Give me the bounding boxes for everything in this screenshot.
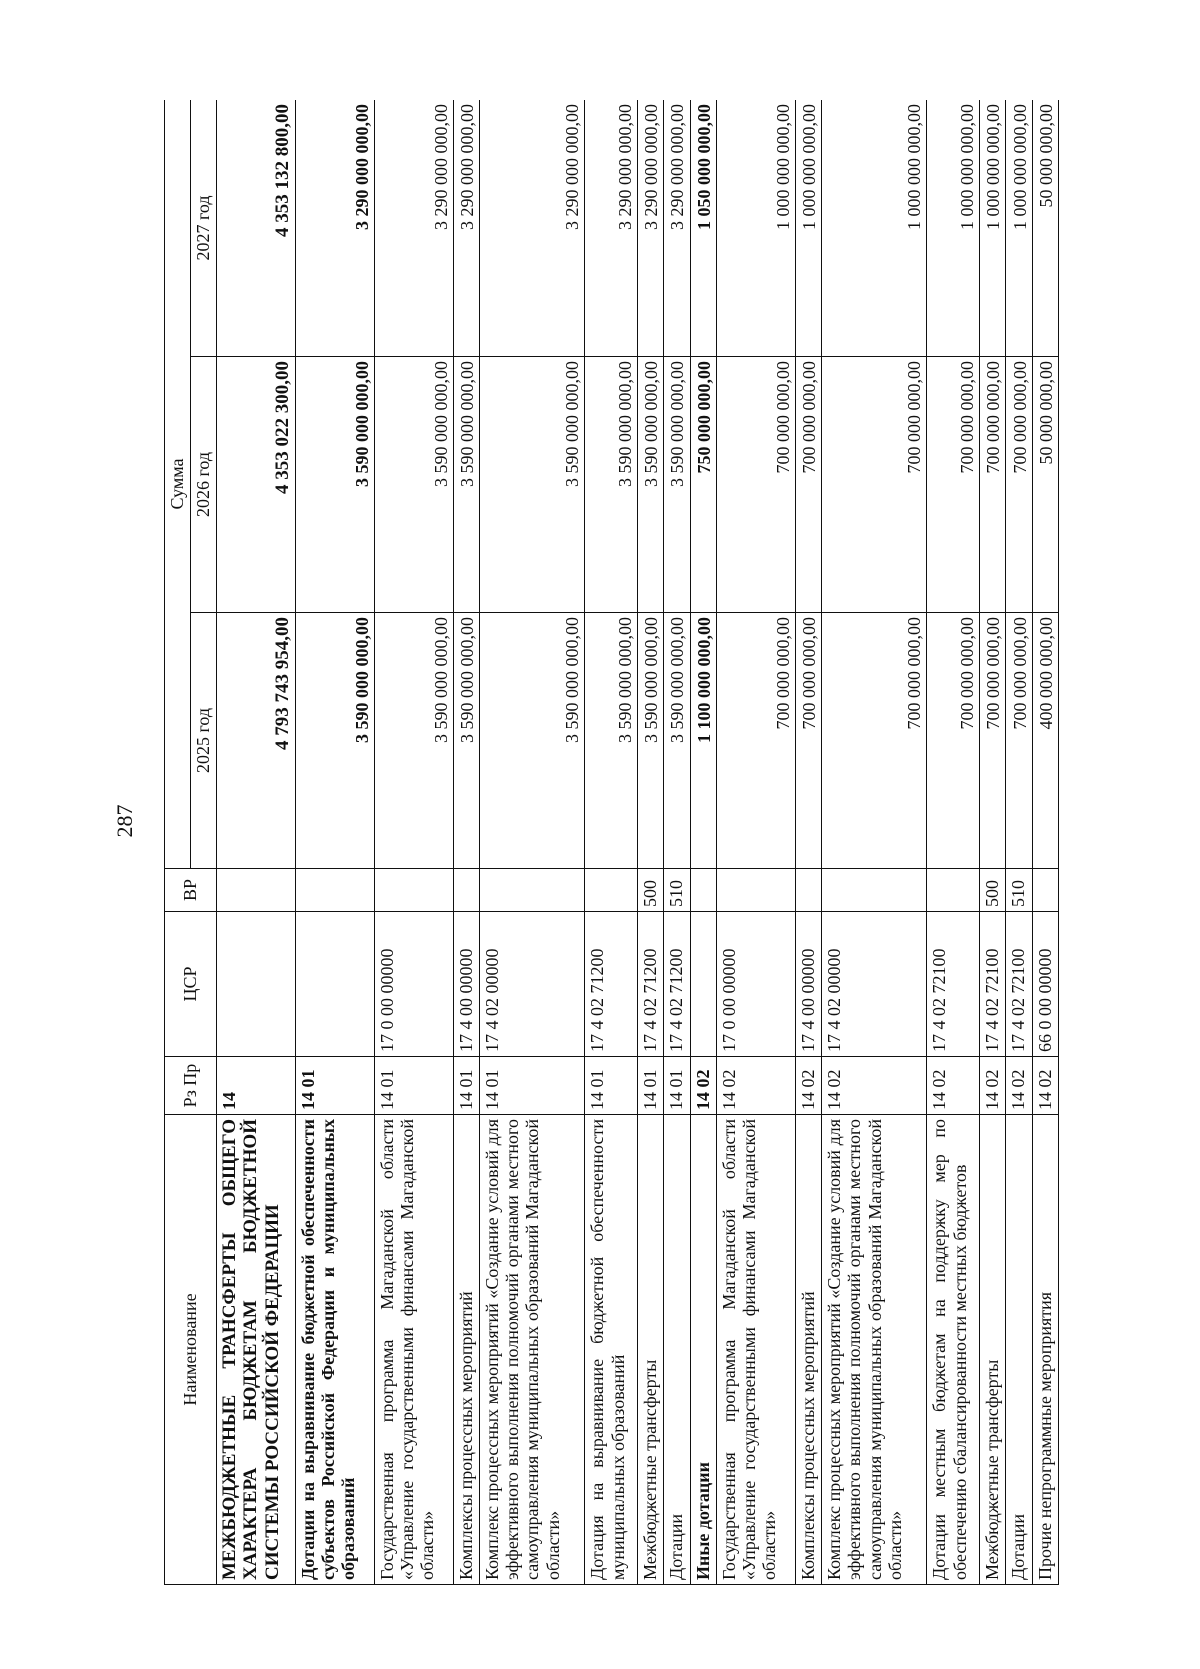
row-name: Межбюджетные трансферты [638,1115,664,1585]
row-rz-pr: 14 02 [795,1057,821,1115]
row-vr: 510 [664,869,690,912]
row-sum-2025: 4 793 743 954,00 [217,613,296,869]
row-sum-2025: 700 000 000,00 [795,613,821,869]
row-name: Государственная программа Магаданской области «Управление государственными финансами Магаданской области» [716,1115,795,1585]
row-csr: 17 0 00 00000 [716,912,795,1057]
row-csr: 17 4 00 00000 [795,912,821,1057]
header-csr: ЦСР [165,912,217,1057]
row-rz-pr: 14 01 [453,1057,479,1115]
row-vr [822,869,927,912]
table-stage [164,100,1059,1585]
row-rz-pr: 14 01 [664,1057,690,1115]
row-vr [295,869,374,912]
row-sum-2027: 50 000 000,00 [1032,100,1058,357]
table-row [980,100,1006,1585]
row-name: Иные дотации [690,1115,716,1585]
row-sum-2027: 3 290 000 000,00 [585,100,638,357]
row-rz-pr: 14 01 [638,1057,664,1115]
row-sum-2026: 700 000 000,00 [795,357,821,613]
row-sum-2027: 3 290 000 000,00 [638,100,664,357]
row-sum-2026: 3 590 000 000,00 [295,357,374,613]
row-vr: 510 [1006,869,1032,912]
row-name: Дотации [664,1115,690,1585]
row-sum-2025: 700 000 000,00 [822,613,927,869]
row-sum-2026: 700 000 000,00 [822,357,927,613]
row-vr [795,869,821,912]
row-csr [295,912,374,1057]
row-sum-2027: 3 290 000 000,00 [453,100,479,357]
row-sum-2027: 4 353 132 800,00 [217,100,296,357]
row-sum-2026: 750 000 000,00 [690,357,716,613]
row-csr: 17 4 02 71200 [638,912,664,1057]
row-name: Дотации местным бюджетам на поддержку мер по обеспечению сбалансированности местных бюджетов [927,1115,980,1585]
table-row [795,100,821,1585]
row-vr [716,869,795,912]
page-number: 287 [112,804,137,838]
row-sum-2027: 3 290 000 000,00 [480,100,585,357]
row-rz-pr: 14 01 [374,1057,453,1115]
row-csr: 66 0 00 00000 [1032,912,1058,1057]
row-rz-pr: 14 02 [690,1057,716,1115]
row-sum-2025: 700 000 000,00 [927,613,980,869]
row-sum-2027: 1 000 000 000,00 [822,100,927,357]
header-vr: ВР [165,869,217,912]
row-sum-2027: 1 000 000 000,00 [927,100,980,357]
row-rz-pr: 14 01 [480,1057,585,1115]
row-name: Дотация на выравнивание бюджетной обеспеченности муниципальных образований [585,1115,638,1585]
header-name: Наименование [165,1115,217,1585]
row-sum-2026: 4 353 022 300,00 [217,357,296,613]
row-csr: 17 4 02 72100 [927,912,980,1057]
row-name: Комплексы процессных мероприятий [453,1115,479,1585]
row-sum-2025: 700 000 000,00 [1006,613,1032,869]
row-csr [217,912,296,1057]
row-sum-2026: 3 590 000 000,00 [638,357,664,613]
row-rz-pr: 14 [217,1057,296,1115]
row-sum-2026: 700 000 000,00 [716,357,795,613]
row-csr: 17 4 02 00000 [822,912,927,1057]
row-sum-2026: 700 000 000,00 [927,357,980,613]
row-sum-2025: 3 590 000 000,00 [585,613,638,869]
table-row [453,100,479,1585]
table-row [690,100,716,1585]
row-sum-2026: 3 590 000 000,00 [585,357,638,613]
row-sum-2025: 3 590 000 000,00 [664,613,690,869]
header-rz-pr: Рз Пр [165,1057,217,1115]
row-vr [690,869,716,912]
row-sum-2027: 1 000 000 000,00 [980,100,1006,357]
row-csr: 17 4 02 00000 [480,912,585,1057]
table-row [1006,100,1032,1585]
row-rz-pr: 14 02 [1006,1057,1032,1115]
table-row [664,100,690,1585]
row-rz-pr: 14 01 [295,1057,374,1115]
row-name: Комплекс процессных мероприятий «Создание условий для эффективного выполнения полномочий органами местного самоуправления муниципальных образований Магаданской области» [480,1115,585,1585]
table-row [927,100,980,1585]
row-vr [217,869,296,912]
row-sum-2027: 1 050 000 000,00 [690,100,716,357]
row-vr: 500 [980,869,1006,912]
row-sum-2025: 700 000 000,00 [716,613,795,869]
row-name: Прочие непрограммные мероприятия [1032,1115,1058,1585]
row-sum-2026: 3 590 000 000,00 [374,357,453,613]
row-sum-2025: 3 590 000 000,00 [295,613,374,869]
table-row [822,100,927,1585]
row-name: МЕЖБЮДЖЕТНЫЕ ТРАНСФЕРТЫ ОБЩЕГО ХАРАКТЕРА БЮДЖЕТАМ БЮДЖЕТНОЙ СИСТЕМЫ РОССИЙСКОЙ ФЕДЕРАЦИИ [217,1115,296,1585]
row-sum-2025: 1 100 000 000,00 [690,613,716,869]
row-csr: 17 4 02 71200 [585,912,638,1057]
row-csr: 17 4 02 72100 [1006,912,1032,1057]
table-row [1032,100,1058,1585]
row-name: Дотации на выравнивание бюджетной обеспеченности субъектов Российской Федерации и муниципальных образований [295,1115,374,1585]
row-csr [690,912,716,1057]
row-sum-2026: 3 590 000 000,00 [453,357,479,613]
header-year-2026: 2026 год [191,357,217,613]
row-sum-2025: 700 000 000,00 [980,613,1006,869]
budget-table [164,100,1059,1585]
header-year-2025: 2025 год [191,613,217,869]
row-vr: 500 [638,869,664,912]
row-rz-pr: 14 02 [716,1057,795,1115]
row-vr [453,869,479,912]
table-row [638,100,664,1585]
row-rz-pr: 14 02 [927,1057,980,1115]
row-sum-2027: 1 000 000 000,00 [1006,100,1032,357]
table-row [374,100,453,1585]
row-sum-2027: 1 000 000 000,00 [795,100,821,357]
row-name: Государственная программа Магаданской области «Управление государственными финансами Магаданской области» [374,1115,453,1585]
row-vr [927,869,980,912]
row-rz-pr: 14 02 [822,1057,927,1115]
rotated-table-wrapper [164,100,1059,1585]
row-vr [480,869,585,912]
row-sum-2027: 3 290 000 000,00 [664,100,690,357]
header-sum: Сумма [165,100,191,869]
row-sum-2025: 3 590 000 000,00 [638,613,664,869]
row-rz-pr: 14 02 [980,1057,1006,1115]
row-sum-2027: 3 290 000 000,00 [295,100,374,357]
row-csr: 17 4 02 71200 [664,912,690,1057]
row-sum-2026: 700 000 000,00 [980,357,1006,613]
row-sum-2027: 1 000 000 000,00 [716,100,795,357]
row-vr [374,869,453,912]
table-header-row-1 [165,100,191,1585]
row-name: Межбюджетные трансферты [980,1115,1006,1585]
table-row [716,100,795,1585]
row-name: Дотации [1006,1115,1032,1585]
row-sum-2026: 50 000 000,00 [1032,357,1058,613]
row-sum-2025: 3 590 000 000,00 [374,613,453,869]
row-name: Комплекс процессных мероприятий «Создание условий для эффективного выполнения полномочий органами местного самоуправления муниципальных образований Магаданской области» [822,1115,927,1585]
row-sum-2025: 3 590 000 000,00 [453,613,479,869]
row-rz-pr: 14 02 [1032,1057,1058,1115]
row-sum-2025: 400 000 000,00 [1032,613,1058,869]
row-rz-pr: 14 01 [585,1057,638,1115]
row-csr: 17 4 02 72100 [980,912,1006,1057]
table-row [585,100,638,1585]
header-year-2027: 2027 год [191,100,217,357]
table-row [480,100,585,1585]
row-vr [1032,869,1058,912]
row-csr: 17 0 00 00000 [374,912,453,1057]
table-row [295,100,374,1585]
row-sum-2026: 700 000 000,00 [1006,357,1032,613]
row-sum-2027: 3 290 000 000,00 [374,100,453,357]
row-sum-2026: 3 590 000 000,00 [664,357,690,613]
row-name: Комплексы процессных мероприятий [795,1115,821,1585]
row-sum-2026: 3 590 000 000,00 [480,357,585,613]
row-csr: 17 4 00 00000 [453,912,479,1057]
row-vr [585,869,638,912]
table-row [217,100,296,1585]
row-sum-2025: 3 590 000 000,00 [480,613,585,869]
